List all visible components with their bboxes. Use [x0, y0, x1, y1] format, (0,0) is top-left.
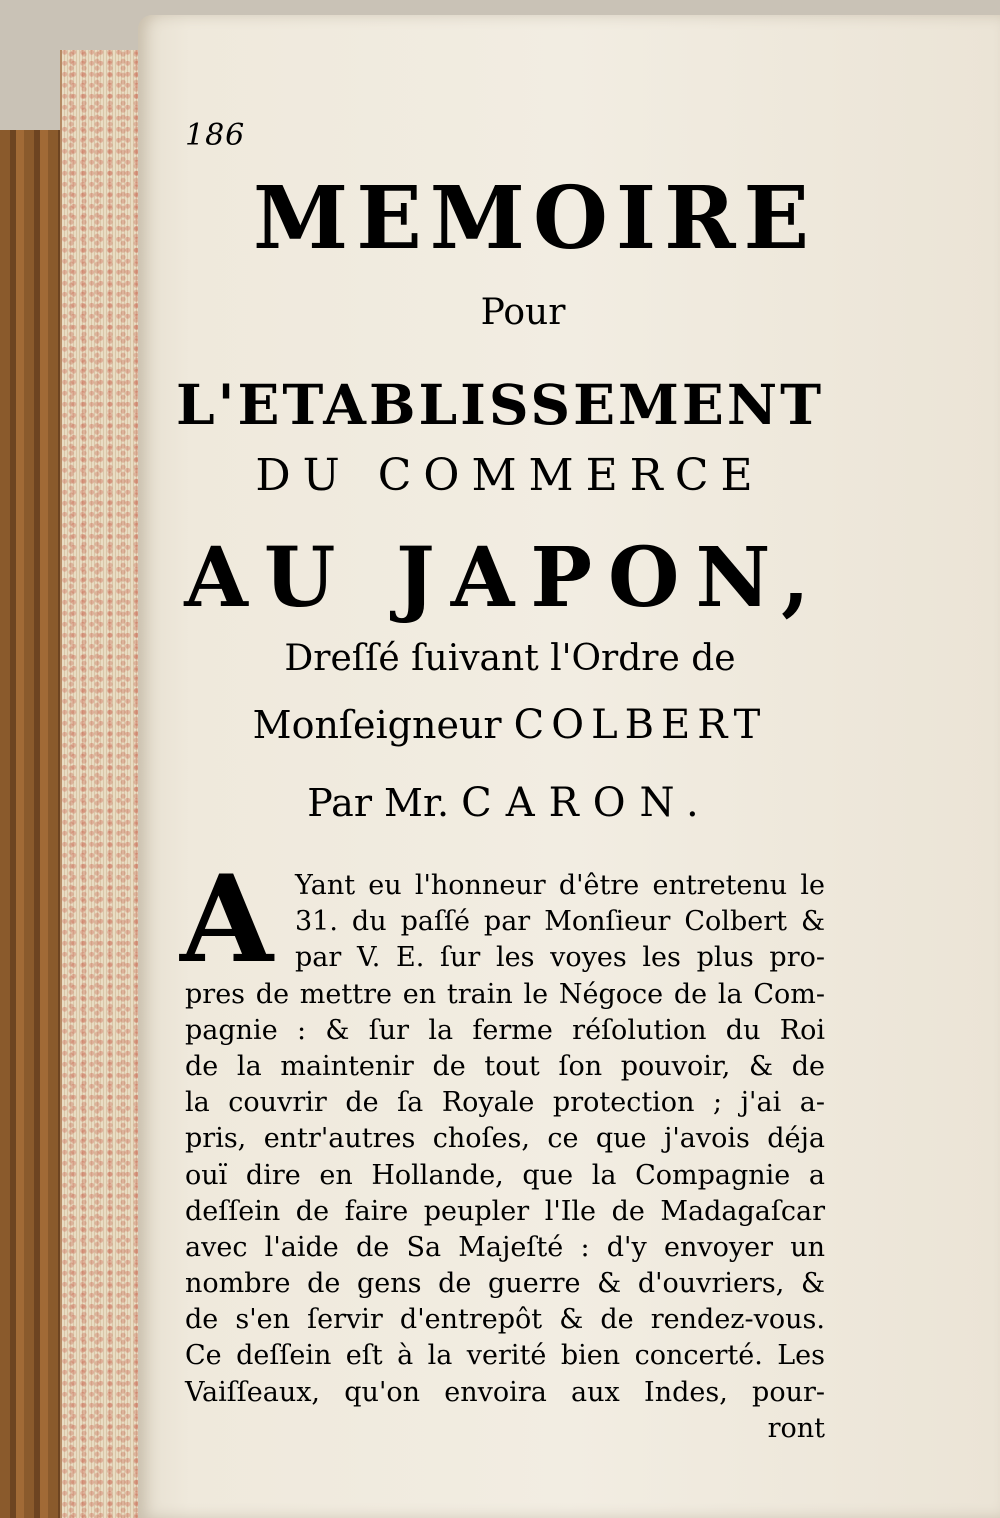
subtitle-author	[230, 780, 790, 826]
drop-cap: A	[180, 849, 274, 990]
text-line: pagnie : & ſur la ferme réſolution du Roi	[185, 1014, 825, 1046]
text-line: pres de mettre en train le Négoce de la Com-	[185, 978, 825, 1010]
text-line: de s'en ſervir d'entrepôt & de rendez-vous.	[185, 1304, 825, 1336]
body-text	[185, 868, 825, 1447]
text-line: Ce deſſein eſt à la verité bien concerté. Les	[185, 1340, 825, 1372]
title-memoire: MEMOIRE	[253, 168, 818, 269]
catchword: ront	[767, 1412, 825, 1444]
caron-name: CARON.	[461, 780, 713, 826]
text-line: nombre de gens de guerre & d'ouvriers, &	[185, 1268, 825, 1300]
text-line: avec l'aide de Sa Majeſté : d'y envoyer un	[185, 1231, 825, 1263]
title-commerce: DU COMMERCE	[255, 450, 765, 501]
text-line: de la maintenir de tout ſon pouvoir, & de	[185, 1050, 825, 1082]
title-pour: Pour	[480, 292, 566, 333]
text-line: deſſein de faire peupler l'Ile de Madagaſcar	[185, 1195, 825, 1227]
text-line: 31. du paſſé par Monſieur Colbert &	[295, 906, 825, 938]
title-japon: AU JAPON,	[184, 530, 826, 626]
page-number: 186	[185, 118, 246, 153]
text-line: Vaiſſeaux, qu'on envoira aux Indes, pour-	[185, 1376, 825, 1408]
monseigneur-word: Monſeigneur	[252, 703, 502, 747]
text-line: Yant eu l'honneur d'être entretenu le	[295, 870, 825, 901]
text-line: pris, entr'autres choſes, ce que j'avois déja	[185, 1123, 825, 1155]
subtitle-monseigneur	[195, 702, 825, 748]
colbert-name: COLBERT	[513, 702, 768, 748]
title-etablissement: L'ETABLISSEMENT	[175, 372, 825, 437]
text-line: la couvrir de ſa Royale protection ; j'ai a-	[185, 1087, 825, 1119]
subtitle-dresse: Dreſſé ſuivant l'Ordre de	[284, 638, 736, 679]
par-word: Par Mr.	[307, 781, 450, 825]
text-line: ouï dire en Hollande, que la Compagnie a	[185, 1159, 825, 1191]
text-line: par V. E. ſur les voyes les plus pro-	[295, 942, 825, 974]
